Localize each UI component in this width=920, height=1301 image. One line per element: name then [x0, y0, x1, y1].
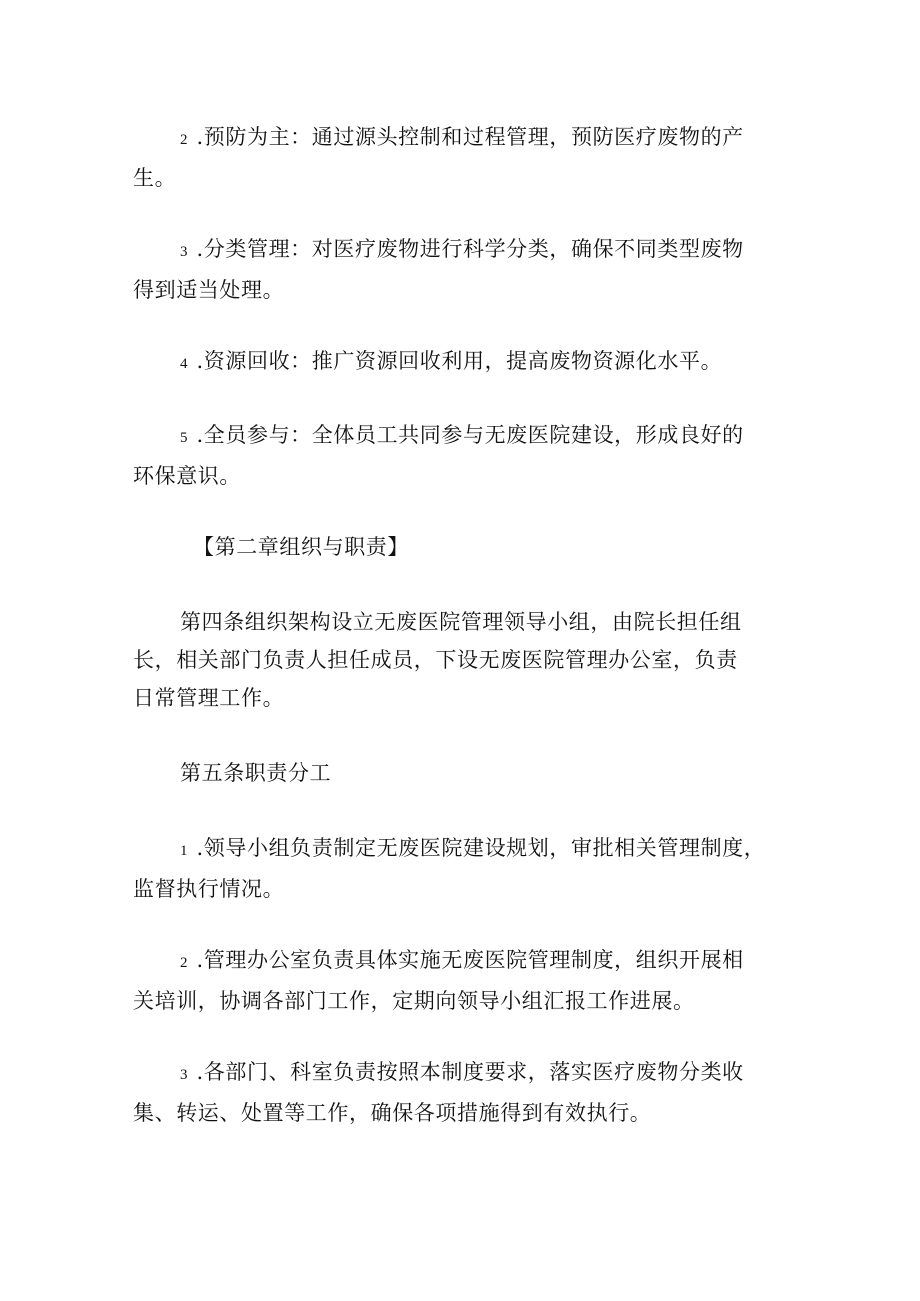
list-item-number: 4 [180, 356, 188, 372]
list-item-text: .全员参与：全体员工共同参与无废医院建设，形成良好的 [196, 423, 744, 447]
list-item [133, 416, 793, 495]
list-item [133, 829, 793, 908]
list-item-continuation: 集、转运、处置等工作，确保各项措施得到有效执行。 [133, 1101, 652, 1125]
list-item-line [133, 1053, 793, 1094]
list-item-continuation: 生。 [133, 166, 177, 190]
list-item-line [133, 416, 793, 457]
list-item-continuation: 得到适当处理。 [133, 278, 285, 302]
chapter-heading-text: 【第二章组织与职责】 [193, 535, 409, 559]
article-line: 日常管理工作。 [133, 686, 285, 710]
list-item-text: .领导小组负责制定无废医院建设规划，审批相关管理制度， [196, 836, 766, 860]
article-title-text: 第五条职责分工 [180, 761, 332, 785]
list-item [133, 941, 793, 1020]
list-item-text: .管理办公室负责具体实施无废医院管理制度，组织开展相 [196, 948, 744, 972]
list-item-text: .资源回收：推广资源回收利用，提高废物资源化水平。 [196, 349, 723, 373]
list-item-text: .各部门、科室负责按照本制度要求，落实医疗废物分类收 [196, 1060, 744, 1084]
list-item-number: 5 [180, 430, 188, 446]
list-item [133, 118, 793, 197]
list-item [133, 1053, 793, 1132]
list-item-text: .分类管理：对医疗废物进行科学分类，确保不同类型废物 [196, 237, 744, 261]
list-item-line [133, 829, 793, 870]
list-item-number: 3 [180, 1067, 188, 1083]
list-item-continuation: 监督执行情况。 [133, 877, 285, 901]
article-four [133, 603, 793, 717]
list-item-text: .预防为主：通过源头控制和过程管理，预防医疗废物的产 [196, 125, 744, 149]
list-item-number: 3 [180, 244, 188, 260]
article-line: 第四条组织架构设立无废医院管理领导小组，由院长担任组 [180, 610, 742, 634]
list-item-number: 2 [180, 955, 188, 971]
list-item-line [133, 118, 793, 159]
list-item-number: 2 [180, 132, 188, 148]
chapter-heading [133, 528, 793, 566]
article-five-title [133, 754, 793, 792]
list-item [133, 230, 793, 309]
article-line: 长，相关部门负责人担任成员，下设无废医院管理办公室，负责 [133, 648, 738, 672]
list-item-line [133, 230, 793, 271]
list-item-continuation: 关培训，协调各部门工作，定期向领导小组汇报工作进展。 [133, 989, 695, 1013]
list-item-line [133, 342, 793, 383]
list-item-number: 1 [180, 843, 188, 859]
list-item-line [133, 941, 793, 982]
list-item [133, 342, 793, 383]
list-item-continuation: 环保意识。 [133, 464, 241, 488]
